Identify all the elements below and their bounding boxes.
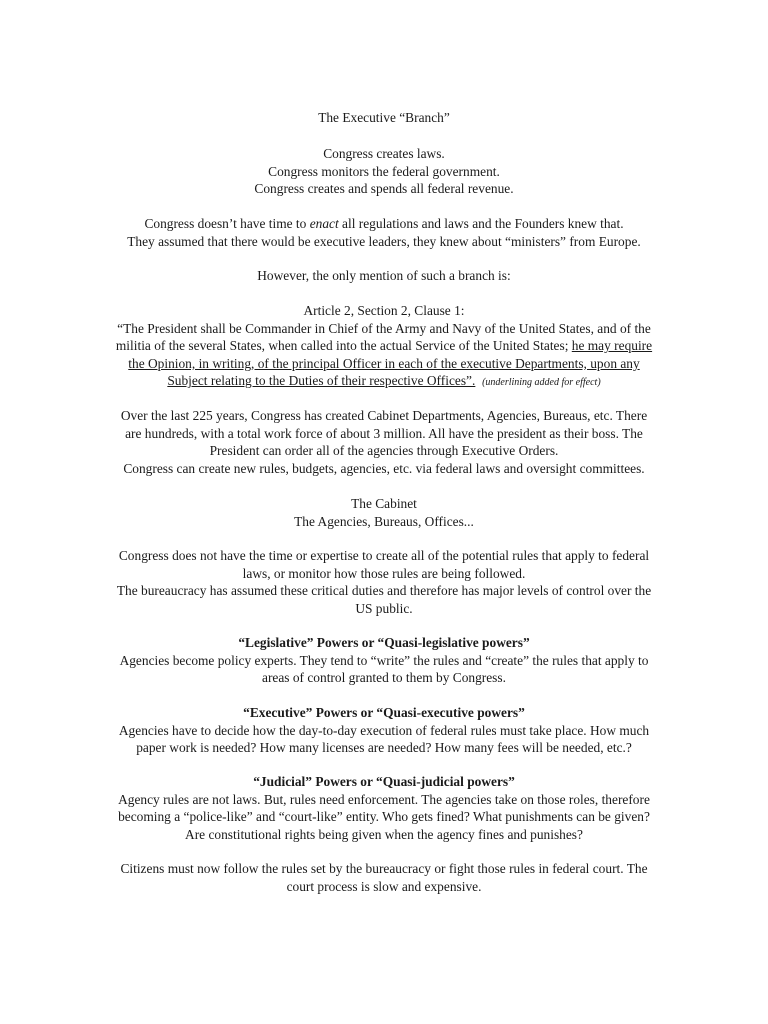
citizens-line: court process is slow and expensive. [286, 878, 482, 894]
executive-section [88, 704, 680, 757]
however-paragraph [88, 267, 680, 285]
article-line-4-underlined: Subject relating to the Duties of their respective Offices”. [167, 373, 476, 389]
executive-heading: “Executive” Powers or “Quasi-executive powers” [243, 705, 525, 720]
no-time-line: laws, or monitor how those rules are being followed. [242, 565, 526, 581]
over-last-line: President can order all of the agencies through Executive Orders. [209, 443, 559, 459]
cabinet-paragraph [88, 495, 680, 530]
over-last-line: are hundreds, with a total work force of about 3 million. All have the president as their boss. The [125, 425, 643, 441]
however-line: However, the only mention of such a branch is: [257, 268, 511, 283]
judicial-line: Agency rules are not laws. But, rules need enforcement. The agencies take on those roles, therefore [118, 791, 650, 807]
executive-line: paper work is needed? How many licenses are needed? How many fees will be needed, etc.? [136, 740, 632, 756]
document-title: The Executive “Branch” [318, 110, 450, 125]
executive-line: Agencies have to decide how the day-to-day execution of federal rules must take place. How much [118, 722, 650, 738]
article-line-3 [88, 355, 680, 373]
legislative-line: Agencies become policy experts. They tend to “write” the rules and “create” the rules that apply to [119, 652, 649, 668]
legislative-line: areas of control granted to them by Congress. [262, 670, 506, 686]
citizens-paragraph [88, 860, 680, 895]
cabinet-line: The Agencies, Bureaus, Offices... [294, 513, 474, 529]
judicial-section [88, 773, 680, 843]
underline-note: (underlining added for effect) [482, 377, 601, 389]
intro-paragraph [88, 145, 680, 198]
article-line-3-underlined: the Opinion, in writing, of the principal Officer in each of the executive Departments, upon any [128, 355, 640, 371]
intro-line: Congress creates and spends all federal revenue. [254, 181, 514, 197]
judicial-heading: “Judicial” Powers or “Quasi-judicial powers” [253, 774, 515, 789]
article-heading: Article 2, Section 2, Clause 1: [303, 303, 465, 318]
article-line-2 [88, 337, 680, 355]
enact-post: all regulations and laws and the Founders knew that. [338, 216, 624, 231]
article-line-1: “The President shall be Commander in Chief of the Army and Navy of the United States, and of the [117, 320, 651, 336]
article-quote [88, 302, 680, 392]
no-time-paragraph [88, 547, 680, 617]
enact-emphasis: enact [309, 216, 339, 231]
no-time-line: Congress does not have the time or expertise to create all of the potential rules that apply to federal [118, 548, 650, 563]
legislative-heading: “Legislative” Powers or “Quasi-legislative powers” [238, 635, 530, 650]
article-line-2-underlined: he may require [571, 338, 653, 354]
intro-line: Congress monitors the federal government. [268, 163, 500, 179]
enact-pre: Congress doesn’t have time to [144, 216, 310, 231]
article-line-4 [88, 372, 680, 392]
enact-line-2: They assumed that there would be executive leaders, they knew about “ministers” from Europe. [127, 233, 641, 249]
over-last-line: Over the last 225 years, Congress has created Cabinet Departments, Agencies, Bureaus, etc. There [120, 408, 648, 423]
judicial-line: becoming a “police-like” and “court-like” entity. Who gets fined? What punishments can be given? [118, 809, 650, 825]
article-line-2-plain: militia of the several States, when called into the actual Service of the United States; [115, 338, 572, 354]
enact-line [88, 215, 680, 233]
no-time-line: The bureaucracy has assumed these critical duties and therefore has major levels of control over the [116, 583, 652, 599]
over-last-paragraph [88, 407, 680, 477]
judicial-line: Are constitutional rights being given when the agency fines and punishes? [185, 826, 583, 842]
intro-line: Congress creates laws. [323, 146, 445, 161]
no-time-line: US public. [355, 600, 413, 616]
over-last-line: Congress can create new rules, budgets, agencies, etc. via federal laws and oversight committees. [123, 460, 645, 476]
enact-paragraph [88, 215, 680, 250]
cabinet-line: The Cabinet [351, 496, 417, 511]
legislative-section [88, 634, 680, 687]
citizens-line: Citizens must now follow the rules set by the bureaucracy or fight those rules in federal court. The [120, 861, 648, 876]
document-title-block [88, 109, 680, 127]
